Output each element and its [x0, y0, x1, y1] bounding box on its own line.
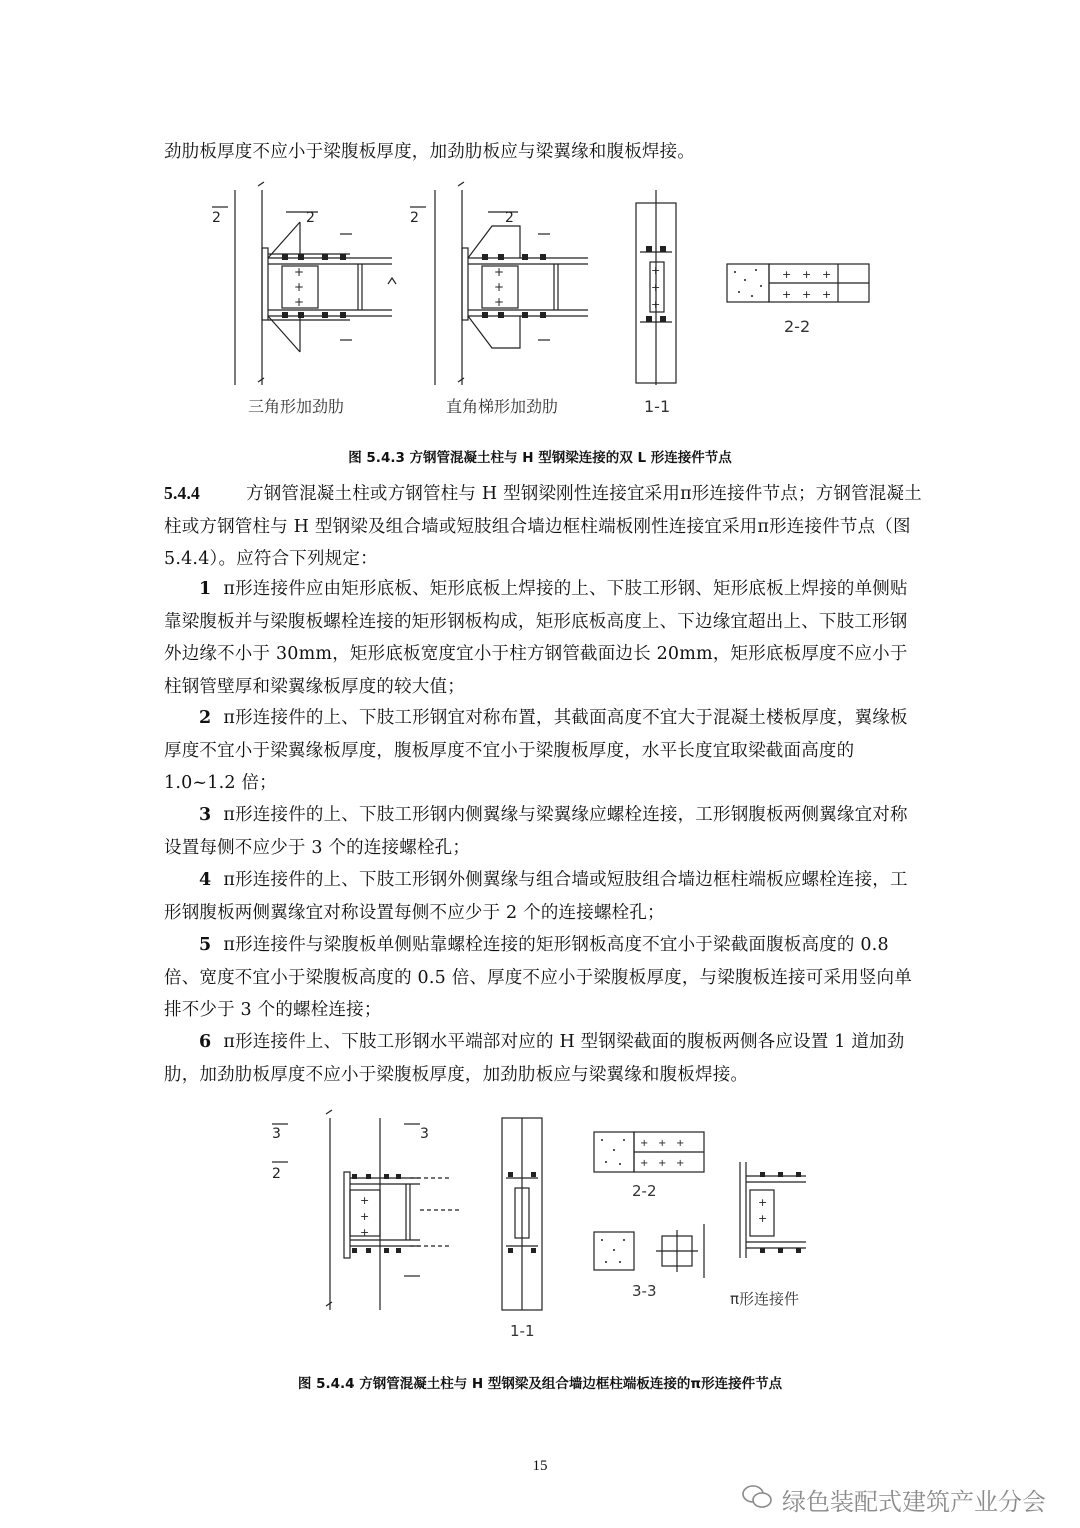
wechat-icon — [742, 1484, 772, 1516]
item-text: π形连接件的上、下肢工形钢内侧翼缘与梁翼缘应螺栓连接，工形钢腹板两侧翼缘宜对称设置每侧不应少于 3 个的连接螺栓孔； — [164, 805, 908, 858]
svg-text:+: + — [640, 1158, 649, 1169]
item-text: π形连接件的上、下肢工形钢宜对称布置，其截面高度不宜大于混凝土楼板厚度，翼缘板厚度不宜小于梁翼缘板厚度，腹板厚度不宜小于梁腹板厚度，水平长度宜取梁截面高度的 1.0~1.2 倍； — [164, 708, 908, 793]
section-mark-3: 3 — [272, 1126, 281, 1142]
svg-text:+: + — [676, 1138, 685, 1149]
label-section-1-1: 1-1 — [510, 1322, 535, 1340]
item-number: 3 — [199, 805, 212, 825]
svg-text:+: + — [658, 1158, 667, 1169]
item-text: π形连接件与梁腹板单侧贴靠螺栓连接的矩形钢板高度不宜小于梁截面腹板高度的 0.8 倍、宽度不宜小于梁腹板高度的 0.5 倍、厚度不应小于梁腹板厚度，与梁腹板连接可采用竖向单排不少于 3 个的螺栓连接； — [164, 935, 912, 1020]
label-section-1-1: 1-1 — [644, 397, 671, 416]
section-mark-2: 2 — [212, 210, 221, 226]
watermark — [742, 1482, 1046, 1517]
svg-text:+: + — [294, 295, 305, 309]
label-trapezoid-stiffener: 直角梯形加劲肋 — [446, 397, 559, 416]
item-number: 4 — [199, 870, 212, 890]
figure-caption-5-4-4: 图 5.4.4 方钢管混凝土柱与 H 型钢梁及组合墙边框柱端板连接的π形连接件节点 — [297, 1376, 783, 1392]
figure-caption-5-4-3: 图 5.4.3 方钢管混凝土柱与 H 型钢梁连接的双 L 形连接件节点 — [348, 450, 732, 466]
svg-text:+: + — [802, 288, 812, 301]
item-text: π形连接件的上、下肢工形钢外侧翼缘与组合墙或短肢组合墙边框柱端板应螺栓连接，工形钢腹板两侧翼缘宜对称设置每侧不应少于 2 个的连接螺栓孔； — [164, 870, 908, 923]
section-mark-2: 2 — [272, 1166, 281, 1182]
svg-text:+: + — [360, 1226, 370, 1239]
label-triangle-stiffener: 三角形加劲肋 — [248, 397, 345, 416]
svg-text:+: + — [651, 298, 661, 311]
svg-text:+: + — [494, 265, 505, 279]
svg-text:+: + — [294, 280, 305, 294]
svg-text:+: + — [651, 281, 661, 294]
section-mark-2: 2 — [410, 210, 419, 226]
list-item — [164, 1026, 924, 1091]
section-number: 5.4.4 — [164, 483, 200, 503]
list-item — [164, 929, 924, 1027]
item-text: π形连接件应由矩形底板、矩形底板上焊接的上、下肢工形钢、矩形底板上焊接的单侧贴靠梁腹板并与梁腹板螺栓连接的矩形钢板构成，矩形底板高度上、下边缘宜超出上、下肢工形钢外边缘不小于 30mm，矩形底板宽度宜小于柱方钢管截面边长 20mm，矩形底板厚度不应小于柱钢管壁厚和梁翼缘板厚度的较大值； — [164, 579, 908, 697]
label-section-2-2: 2-2 — [632, 1182, 657, 1200]
list-item — [164, 799, 924, 864]
label-section-3-3: 3-3 — [632, 1282, 657, 1300]
svg-text:+: + — [658, 1138, 667, 1149]
svg-text:+: + — [651, 264, 661, 277]
section-intro-text: 方钢管混凝土柱或方钢管柱与 H 型钢梁刚性连接宜采用π形连接件节点；方钢管混凝土柱或方钢管柱与 H 型钢梁及组合墙或短肢组合墙边框柱端板刚性连接宜采用π形连接件节点（图 5.4.4）。应符合下列规定： — [164, 484, 922, 569]
section-mark-2: 2 — [505, 210, 514, 226]
item-number: 6 — [199, 1032, 212, 1052]
top-paragraph: 劲肋板厚度不应小于梁腹板厚度，加劲肋板应与梁翼缘和腹板焊接。 — [164, 142, 695, 162]
svg-text:+: + — [640, 1138, 649, 1149]
watermark-text: 绿色装配式建筑产业分会 — [782, 1488, 1046, 1516]
label-section-2-2: 2-2 — [784, 317, 811, 336]
list-item — [164, 702, 924, 800]
svg-text:+: + — [360, 1194, 370, 1207]
section-mark-3: 3 — [420, 1126, 429, 1142]
section-mark-2: 2 — [306, 210, 315, 226]
svg-text:+: + — [360, 1210, 370, 1223]
svg-text:+: + — [494, 280, 505, 294]
svg-text:+: + — [676, 1158, 685, 1169]
svg-text:+: + — [782, 268, 792, 281]
item-number: 1 — [199, 579, 212, 599]
section-intro — [164, 477, 924, 576]
svg-text:+: + — [494, 295, 505, 309]
svg-text:+: + — [758, 1196, 768, 1209]
page-number: 15 — [532, 1458, 548, 1474]
item-number: 2 — [199, 708, 212, 728]
svg-text:+: + — [822, 268, 832, 281]
svg-text:+: + — [802, 268, 812, 281]
svg-text:+: + — [294, 265, 305, 279]
item-text: π形连接件上、下肢工形钢水平端部对应的 H 型钢梁截面的腹板两侧各应设置 1 道加劲肋，加劲肋板厚度不应小于梁腹板厚度，加劲肋板应与梁翼缘和腹板焊接。 — [164, 1032, 905, 1085]
list-item — [164, 864, 924, 929]
list-item — [164, 573, 924, 703]
item-number: 5 — [199, 935, 212, 955]
label-pi-connector: π形连接件 — [730, 1290, 800, 1308]
svg-text:+: + — [822, 288, 832, 301]
svg-text:+: + — [782, 288, 792, 301]
svg-text:+: + — [758, 1212, 768, 1225]
